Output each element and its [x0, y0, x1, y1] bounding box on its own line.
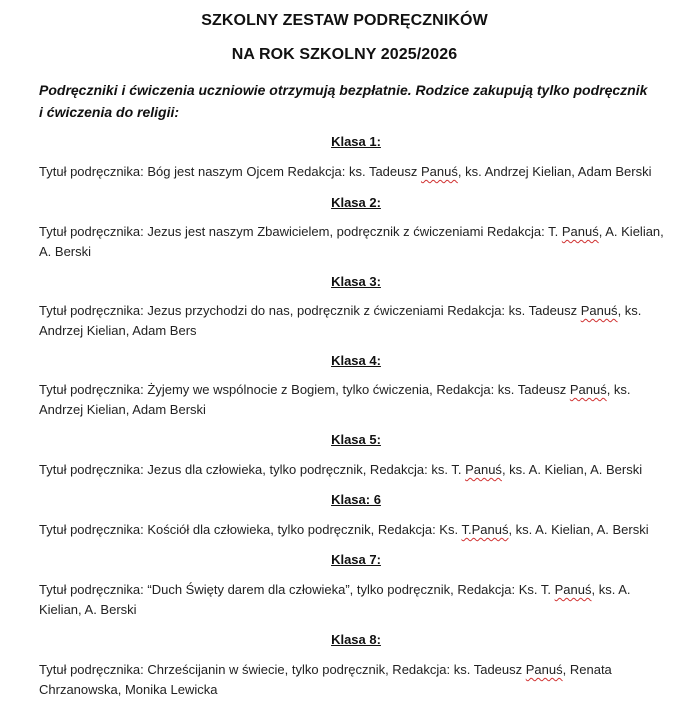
- intro-line-1: Podręczniki i ćwiczenia uczniowie otrzymują bezpłatnie. Rodzice zakupują tylko podręcznik: [39, 82, 648, 98]
- class-1-heading: Klasa 1:: [331, 134, 381, 149]
- class-7-book-line-1: Tytuł podręcznika: “Duch Święty darem dla człowieka”, tylko podręcznik, Redakcja: Ks. T. Panuś, ks. A.: [39, 582, 631, 597]
- class-4-heading: Klasa 4:: [331, 353, 381, 368]
- class-2-book-line-2: A. Berski: [39, 244, 92, 259]
- class-4-book-line-2: Andrzej Kielian, Adam Berski: [39, 402, 206, 417]
- class-7-book-line-2: Kielian, A. Berski: [39, 602, 137, 617]
- class-3-book-line-1: Tytuł podręcznika: Jezus przychodzi do nas, podręcznik z ćwiczeniami Redakcja: ks. Tadeusz Panuś, ks.: [39, 303, 642, 318]
- class-6-heading: Klasa: 6: [331, 492, 381, 507]
- class-8-book-line-1: Tytuł podręcznika: Chrześcijanin w świecie, tylko podręcznik, Redakcja: ks. Tadeusz Panuś, Renata: [39, 662, 612, 677]
- spellcheck-word: T.Panuś: [461, 522, 509, 537]
- spellcheck-word: Panuś: [554, 582, 592, 597]
- spellcheck-word: Panuś: [465, 462, 502, 477]
- document-subtitle: NA ROK SZKOLNY 2025/2026: [231, 46, 458, 63]
- document-title: SZKOLNY ZESTAW PODRĘCZNIKÓW: [201, 12, 488, 29]
- class-3-book-line-2: Andrzej Kielian, Adam Bers: [39, 323, 197, 338]
- class-3-heading: Klasa 3:: [331, 274, 381, 289]
- class-2-book-line-1: Tytuł podręcznika: Jezus jest naszym Zbawicielem, podręcznik z ćwiczeniami Redakcja: T. Panuś, A. Kielian,: [39, 224, 664, 239]
- class-5-heading: Klasa 5:: [331, 432, 381, 447]
- spellcheck-word: Panuś: [580, 303, 618, 318]
- class-5-book-line-1: Tytuł podręcznika: Jezus dla człowieka, tylko podręcznik, Redakcja: ks. T. Panuś, ks. A. Kielian, A. Berski: [39, 462, 643, 477]
- spellcheck-word: Panuś: [525, 662, 563, 677]
- class-8-book-line-2: Chrzanowska, Monika Lewicka: [39, 682, 218, 697]
- class-7-heading: Klasa 7:: [331, 552, 381, 567]
- spellcheck-word: Panuś: [561, 224, 599, 239]
- class-8-heading: Klasa 8:: [331, 632, 381, 647]
- intro-line-2: i ćwiczenia do religii:: [39, 104, 180, 120]
- class-1-book-line-1: Tytuł podręcznika: Bóg jest naszym Ojcem Redakcja: ks. Tadeusz Panuś, ks. Andrzej Kielian, Adam Berski: [39, 164, 652, 179]
- class-6-book-line-1: Tytuł podręcznika: Kościół dla człowieka, tylko podręcznik, Redakcja: Ks. T.Panuś, ks. A. Kielian, A. Berski: [39, 522, 649, 537]
- spellcheck-word: Panuś: [420, 164, 458, 179]
- spellcheck-word: Panuś: [569, 382, 607, 397]
- class-2-heading: Klasa 2:: [331, 195, 381, 210]
- class-4-book-line-1: Tytuł podręcznika: Żyjemy we wspólnocie z Bogiem, tylko ćwiczenia, Redakcja: ks. Tadeusz Panuś, ks.: [39, 382, 631, 397]
